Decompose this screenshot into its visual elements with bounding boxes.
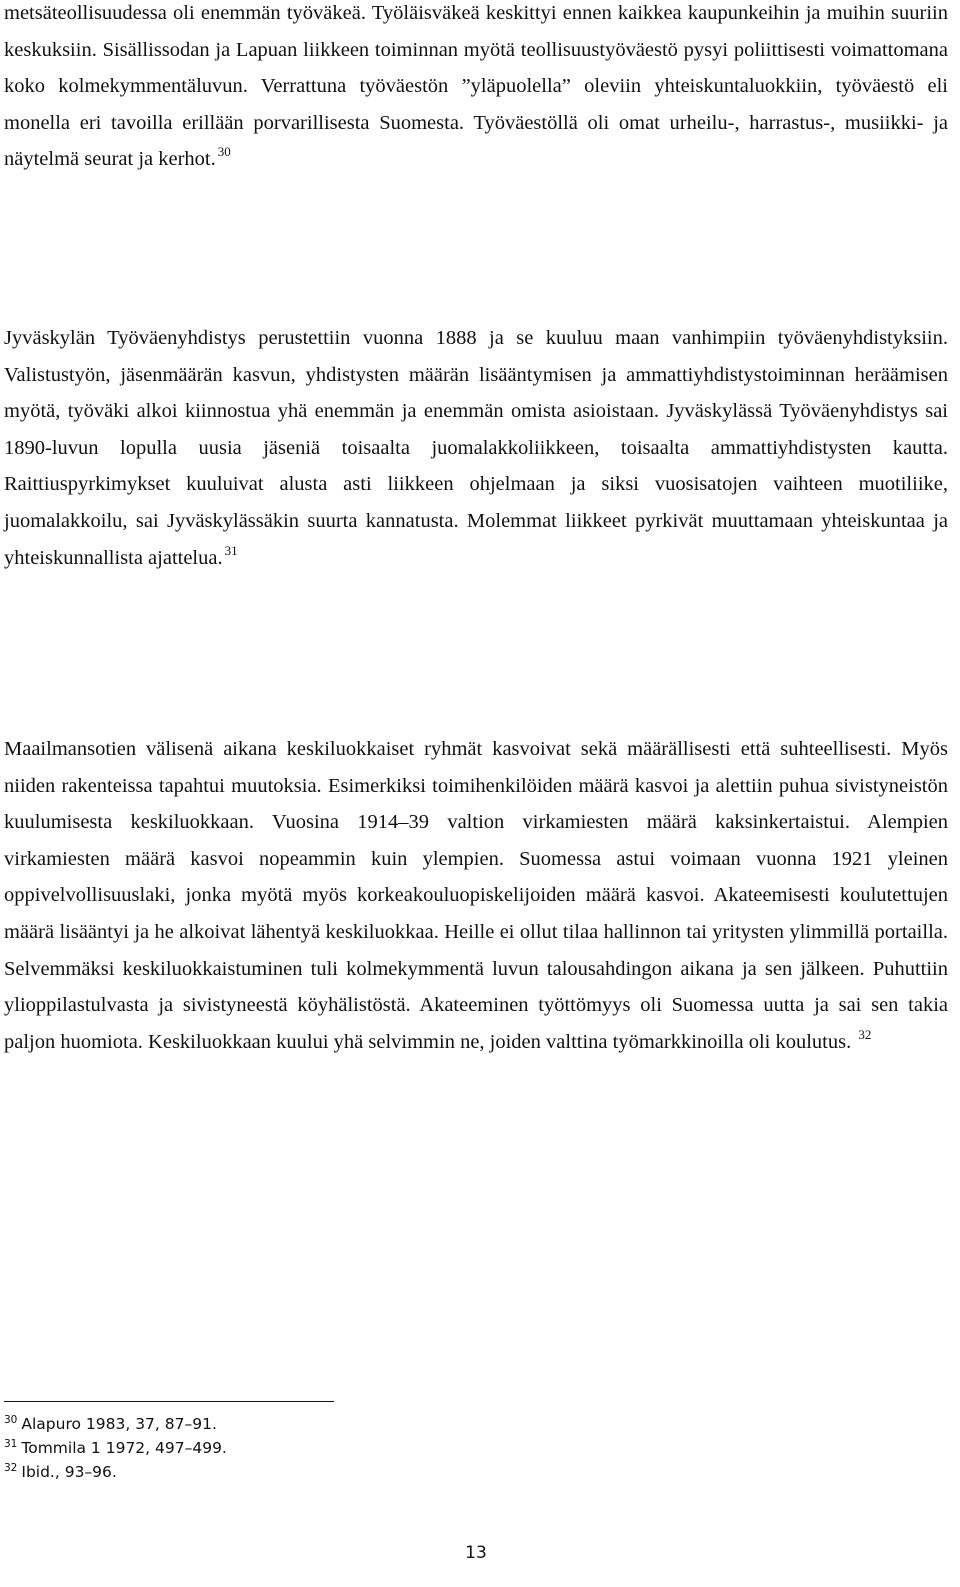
footnote — [4, 1436, 604, 1460]
footnote-reference[interactable]: 32 — [858, 1026, 872, 1042]
footnote-text: Ibid., 93–96. — [21, 1463, 117, 1481]
paragraph-text: Jyväskylän Työväenyhdistys perustettiin vuonna 1888 ja se kuuluu maan vanhimpiin työväenyhdistyksiin. Valistustyön, jäsenmäärän kasvun, yhdistysten määrän lisääntymisen ja ammattiyhdistystoiminnan heräämisen myötä, työväki alkoi kiinnostua yhä enemmän ja enemmän omista asioistaan. Jyväskylässä Työväenyhdistys sai 1890-luvun lopulla uusia jäseniä toisaalta juomalakkoliikkeen, toisaalta ammattiyhdistysten kautta. Raittiuspyrkimykset kuuluivat alusta asti liikkeen ohjelmaan ja siksi vuosisatojen vaihteen muotiliike, juomalakkoilu, sai Jyväskylässäkin suurta kannatusta. Molemmat liikkeet pyrkivät muuttamaan yhteiskuntaa ja yhteiskunnallista ajattelua. — [4, 327, 948, 569]
footnote — [4, 1412, 604, 1436]
footnote — [4, 1460, 604, 1484]
footnote-number: 31 — [4, 1438, 18, 1450]
page-number: 13 — [465, 1543, 487, 1563]
body-paragraph — [4, 0, 948, 178]
footnote-number: 32 — [4, 1462, 18, 1474]
footnote-number: 30 — [4, 1414, 18, 1426]
footnote-separator — [4, 1401, 334, 1402]
body-paragraph — [4, 731, 948, 1060]
paragraph-text: metsäteollisuudessa oli enemmän työväkeä. Työläisväkeä keskittyi ennen kaikkea kaupunkeihin ja muihin suuriin keskuksiin. Sisällissodan ja Lapuan liikkeen toiminnan myötä teollisuustyöväestö pysyi poliittisesti voimattomana koko kolmekymmentäluvun. Verrattuna työväestön ”yläpuolella” oleviin yhteiskuntaluokkiin, työväestö eli monella eri tavoilla erillään porvarillisesta Suomesta. Työväestöllä oli omat urheilu-, harrastus-, musiikki- ja näytelmä seurat ja kerhot. — [4, 2, 948, 171]
footnote-text: Tommila 1 1972, 497–499. — [21, 1439, 227, 1457]
footnotes-section — [4, 1412, 604, 1484]
body-paragraph — [4, 320, 948, 576]
footnote-reference[interactable]: 30 — [217, 144, 231, 160]
paragraph-text: Maailmansotien välisenä aikana keskiluokkaiset ryhmät kasvoivat sekä määrällisesti että suhteellisesti. Myös niiden rakenteissa tapahtui muutoksia. Esimerkiksi toimihenkilöiden määrä kasvoi ja alettiin puhua sivistyneistön kuulumisesta keskiluokkaan. Vuosina 1914–39 valtion virkamiesten määrä kaksinkertaistui. Alempien virkamiesten määrä kasvoi nopeammin kuin ylempien. Suomessa astui voimaan vuonna 1921 yleinen oppivelvollisuuslaki, jonka myötä myös korkeakouluopiskelijoiden määrä kasvoi. Akateemisesti koulutettujen määrä lisääntyi ja he alkoivat lähentyä keskiluokkaa. Heille ei ollut tilaa hallinnon tai yritysten ylimmillä portailla. Selvemmäksi keskiluokkaistuminen tuli kolmekymmentä luvun talousahdingon aikana ja sen jälkeen. Puhuttiin ylioppilastulvasta ja sivistyneestä köyhälistöstä. Akateeminen työttömyys oli Suomessa uutta ja sai sen takia paljon huomiota. Keskiluokkaan kuului yhä selvimmin ne, joiden valttina työmarkkinoilla oli koulutus. — [4, 738, 948, 1053]
footnote-text: Alapuro 1983, 37, 87–91. — [21, 1415, 217, 1433]
footnote-reference[interactable]: 31 — [224, 542, 238, 558]
document-page — [4, 0, 948, 1587]
